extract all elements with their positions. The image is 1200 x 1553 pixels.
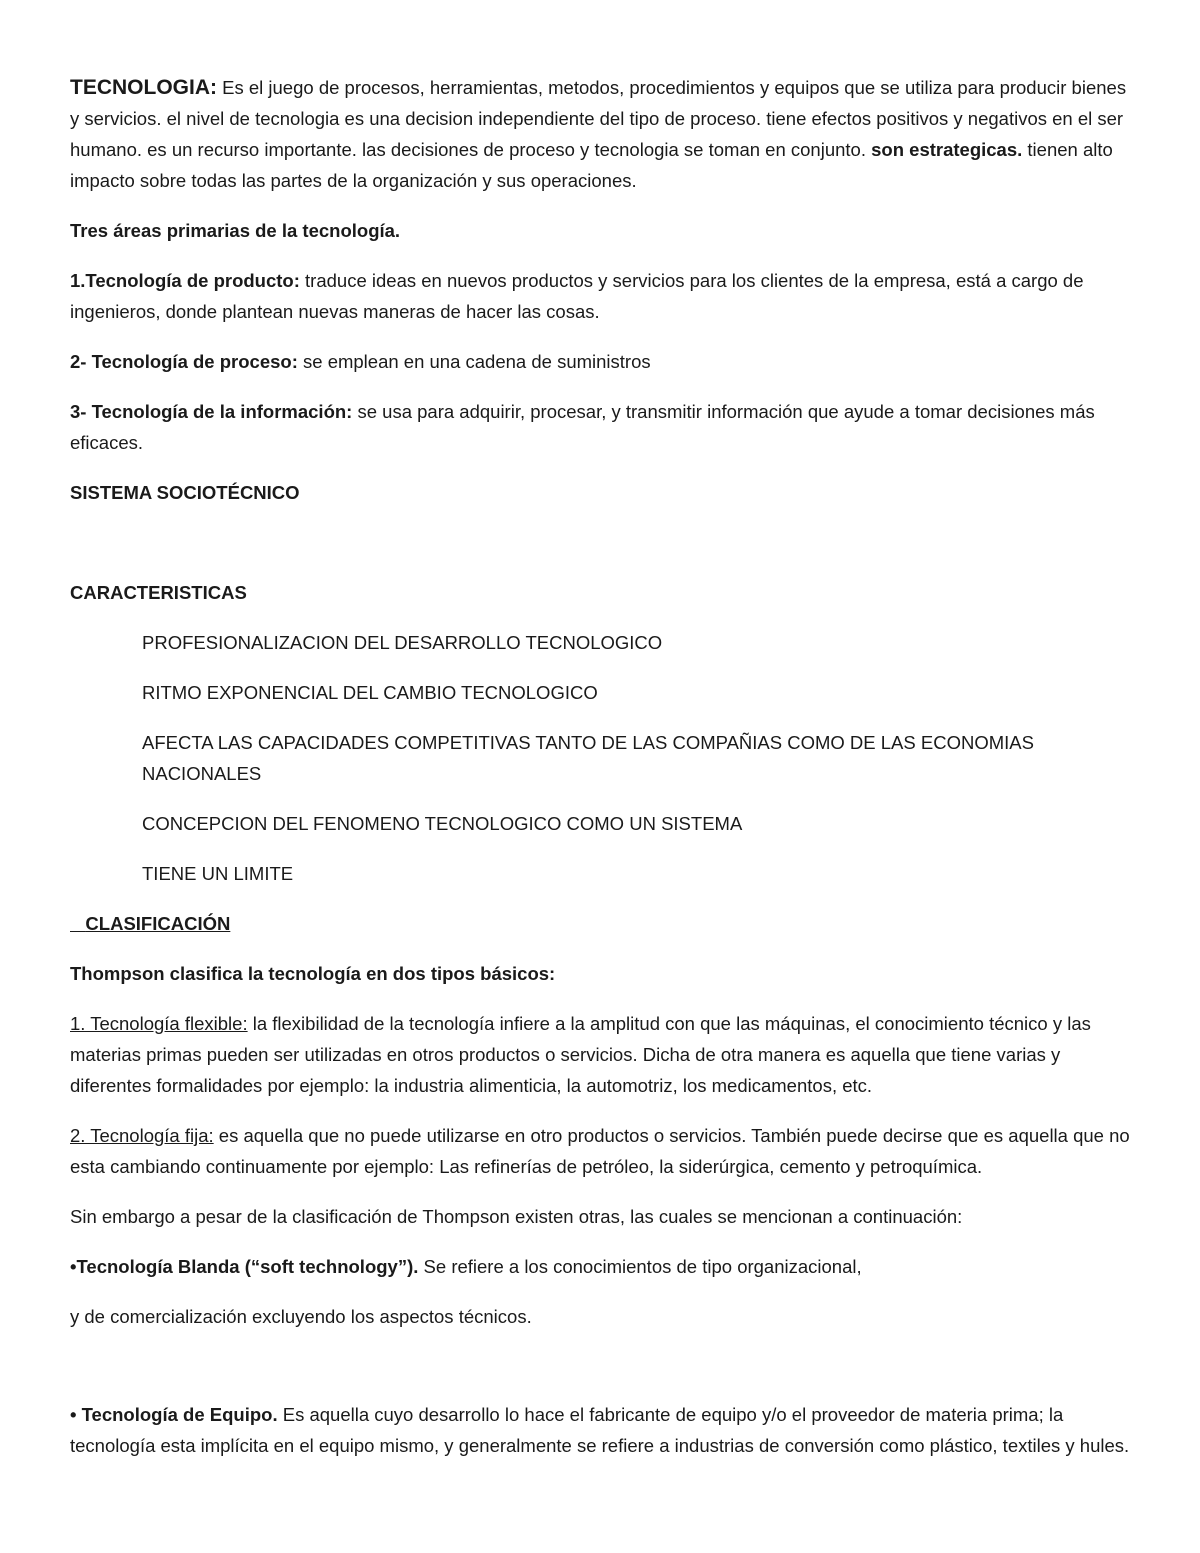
list-item-text: AFECTA LAS CAPACIDADES COMPETITIVAS TANTO DE LAS COMPAÑIAS COMO DE LAS ECONOMIAS NACIONALES <box>142 732 1034 784</box>
tech-blanda-text: Se refiere a los conocimientos de tipo organizacional, <box>418 1256 862 1277</box>
list-item <box>70 727 1135 789</box>
list-item-text: RITMO EXPONENCIAL DEL CAMBIO TECNOLOGICO <box>142 682 598 703</box>
area-text: se usa para adquirir, procesar, y transmitir información que ayude a tomar decisiones más eficaces. <box>70 401 1095 453</box>
tech-equipo-label: • Tecnología de Equipo. <box>70 1404 278 1425</box>
intro-text: Es el juego de procesos, herramientas, metodos, procedimientos y equipos que se utiliza para producir bienes y servicios. el nivel de tecnologia es una decision independiente del tipo de proceso. tiene efectos positivos y negativos en el ser humano. es un recurso importante. las decisiones de proceso y tecnologia se toman en conjunto. <box>70 77 1127 160</box>
tech-flexible-label: 1. Tecnología flexible: <box>70 1013 248 1034</box>
blank-space <box>70 1351 1135 1399</box>
caracteristicas-heading: CARACTERISTICAS <box>70 582 247 603</box>
list-item <box>70 808 1135 839</box>
area-item-process <box>70 346 1135 377</box>
intro-tail: tienen alto impacto sobre todas las partes de la organización y sus operaciones. <box>70 139 1113 191</box>
document-body <box>70 72 1135 1480</box>
area-label: 1.Tecnología de producto: <box>70 270 300 291</box>
blank-space <box>70 527 1135 577</box>
tech-flexible-text: la flexibilidad de la tecnología infiere a la amplitud con que las máquinas, el conocimiento técnico y las materias primas pueden ser utilizadas en otros productos o servicios. Dicha de otra manera es aquella que tiene varias y diferentes formalidades por ejemplo: la industria alimenticia, la automotriz, los medicamentos, etc. <box>70 1013 1091 1096</box>
tech-blanda-label: •Tecnología Blanda (“soft technology”). <box>70 1256 419 1277</box>
area-text: se emplean en una cadena de suministros <box>297 351 651 372</box>
tech-blanda-paragraph <box>70 1251 1135 1282</box>
areas-heading: Tres áreas primarias de la tecnología. <box>70 220 401 241</box>
list-item-text: PROFESIONALIZACION DEL DESARROLLO TECNOLOGICO <box>142 632 663 653</box>
list-item <box>70 858 1135 889</box>
tech-equipo-paragraph <box>70 1399 1135 1461</box>
thompson-intro: Thompson clasifica la tecnología en dos tipos básicos: <box>70 963 556 984</box>
otras-paragraph: Sin embargo a pesar de la clasificación de Thompson existen otras, las cuales se mencionan a continuación: <box>70 1206 963 1227</box>
tech-flexible-paragraph <box>70 1008 1135 1101</box>
tech-fija-text: es aquella que no puede utilizarse en otro productos o servicios. También puede decirse que es aquella que no esta cambiando continuamente por ejemplo: Las refinerías de petróleo, la siderúrgica, cemento y petroquímica. <box>70 1125 1130 1177</box>
list-item <box>70 627 1135 658</box>
intro-bold-tail: son estrategicas. <box>871 139 1023 160</box>
area-text: traduce ideas en nuevos productos y servicios para los clientes de la empresa, está a cargo de ingenieros, donde plantean nuevas maneras de hacer las cosas. <box>70 270 1084 322</box>
list-item-text: CONCEPCION DEL FENOMENO TECNOLOGICO COMO UN SISTEMA <box>142 813 743 834</box>
area-item-information <box>70 396 1135 458</box>
intro-term: TECNOLOGIA <box>70 76 210 99</box>
area-label: 2- Tecnología de proceso: <box>70 351 298 372</box>
intro-paragraph <box>70 72 1135 196</box>
clasificacion-heading-text: CLASIFICACIÓN <box>85 913 231 934</box>
caracteristicas-list <box>70 627 1135 889</box>
list-item-text: TIENE UN LIMITE <box>142 863 294 884</box>
area-label: 3- Tecnología de la información: <box>70 401 353 422</box>
tech-equipo-text: Es aquella cuyo desarrollo lo hace el fabricante de equipo y/o el proveedor de materia prima; la tecnología esta implícita en el equipo mismo, y generalmente se refiere a industrias de conversión como plástico, textiles y hules. <box>70 1404 1130 1456</box>
list-item <box>70 677 1135 708</box>
tech-fija-paragraph <box>70 1120 1135 1182</box>
tech-fija-label: 2. Tecnología fija: <box>70 1125 214 1146</box>
tech-blanda-continuation: y de comercialización excluyendo los aspectos técnicos. <box>70 1306 532 1327</box>
area-item-product <box>70 265 1135 327</box>
heading-lead-space <box>70 913 85 934</box>
clasificacion-heading <box>70 908 1135 939</box>
intro-colon: : <box>210 76 217 99</box>
sociotecnico-heading: SISTEMA SOCIOTÉCNICO <box>70 482 300 503</box>
